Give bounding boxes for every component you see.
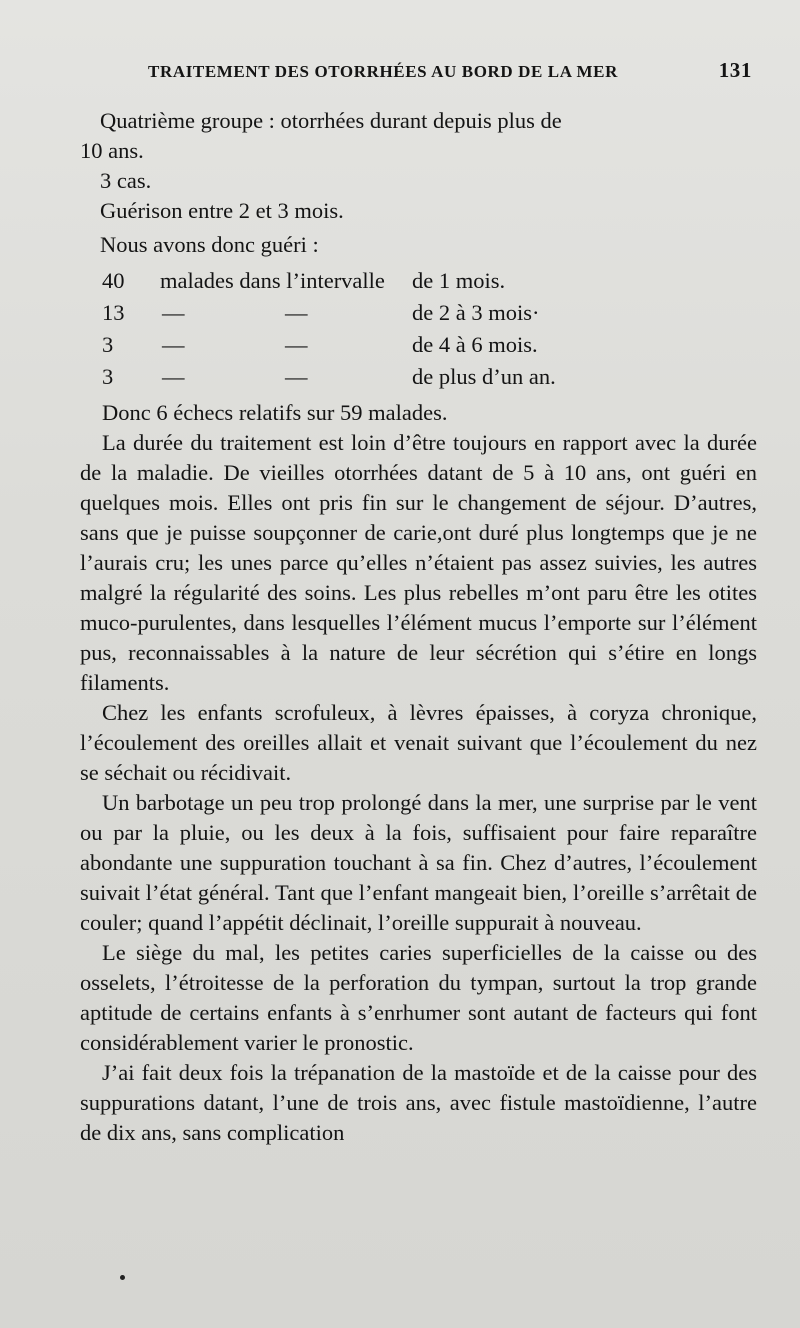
result-dash: — bbox=[285, 364, 308, 389]
healing-line: Guérison entre 2 et 3 mois. bbox=[100, 198, 344, 223]
results-list bbox=[80, 266, 757, 394]
result-period: de plus d’un an. bbox=[412, 364, 556, 389]
group-heading-line2: 10 ans. bbox=[80, 138, 144, 163]
paragraph: Chez les enfants scrofuleux, à lèvres épaisses, à coryza chronique, l’écoulement des oreilles allait et venait suivant que l’écoulement du nez se séchait ou récidivait. bbox=[80, 700, 757, 785]
paragraph: Le siège du mal, les petites caries superficielles de la caisse ou des osselets, l’étroitesse de la perforation du tympan, surtout la trop grande aptitude de certains enfants à s’enrhumer sont autant de facteurs qui font considérablement varier le pronostic. bbox=[80, 940, 757, 1055]
result-dash: — bbox=[285, 300, 308, 325]
page-body bbox=[80, 106, 757, 1148]
result-label: — bbox=[162, 364, 185, 389]
result-label: — bbox=[162, 332, 185, 357]
paragraph: Donc 6 échecs relatifs sur 59 malades. bbox=[102, 400, 448, 425]
result-dash: — bbox=[285, 332, 308, 357]
cases-line: 3 cas. bbox=[100, 168, 152, 193]
results-row bbox=[80, 266, 757, 298]
print-speck bbox=[120, 1275, 125, 1280]
running-title: TRAITEMENT DES OTORRHÉES AU BORD DE LA MER bbox=[148, 62, 618, 81]
result-period: de 4 à 6 mois. bbox=[412, 332, 538, 357]
result-period: de 1 mois. bbox=[412, 268, 506, 293]
result-count: 3 bbox=[102, 332, 114, 357]
result-period: de 2 à 3 mois· bbox=[412, 300, 540, 325]
page-number: 131 bbox=[718, 58, 752, 82]
result-label: — bbox=[162, 300, 185, 325]
paragraph: Un barbotage un peu trop prolongé dans la mer, une surprise par le vent ou par la pluie, ou les deux à la fois, suffisaient pour faire reparaître abondante une suppuration touchant à sa fin. Chez d’autres, l’écoulement suivait l’état général. Tant que l’enfant mangeait bien, l’oreille s’arrêtait de couler; quand l’appétit déclinait, l’oreille suppurait à nouveau. bbox=[80, 790, 757, 935]
group-heading-line1: Quatrième groupe : otorrhées durant depuis plus de bbox=[100, 108, 562, 133]
paragraph: La durée du traitement est loin d’être toujours en rapport avec la durée de la maladie. De vieilles otorrhées datant de 5 à 10 ans, ont guéri en quelques mois. Elles ont pris fin sur le changement de séjour. D’autres, sans que je puisse soupçonner de carie,ont duré plus longtemps que je ne l’aurais cru; les unes parce qu’elles n’étaient pas assez suivies, les autres malgré la régularité des soins. Les plus rebelles m’ont paru être les otites muco-purulentes, dans lesquelles l’élément mucus l’emporte sur l’élément pus, reconnaissables à la nature de leur sécrétion qui s’étire en longs filaments. bbox=[80, 430, 757, 695]
summary-intro: Nous avons donc guéri : bbox=[100, 232, 319, 257]
paragraph: J’ai fait deux fois la trépanation de la mastoïde et de la caisse pour des suppurations datant, l’une de trois ans, avec fistule mastoïdienne, l’autre de dix ans, sans complication bbox=[80, 1060, 757, 1145]
result-count: 40 bbox=[102, 268, 125, 293]
results-row bbox=[80, 330, 757, 362]
running-header bbox=[148, 58, 758, 88]
results-row bbox=[80, 298, 757, 330]
result-label: malades dans l’intervalle bbox=[160, 268, 385, 293]
result-count: 3 bbox=[102, 364, 114, 389]
result-count: 13 bbox=[102, 300, 125, 325]
results-row bbox=[80, 362, 757, 394]
